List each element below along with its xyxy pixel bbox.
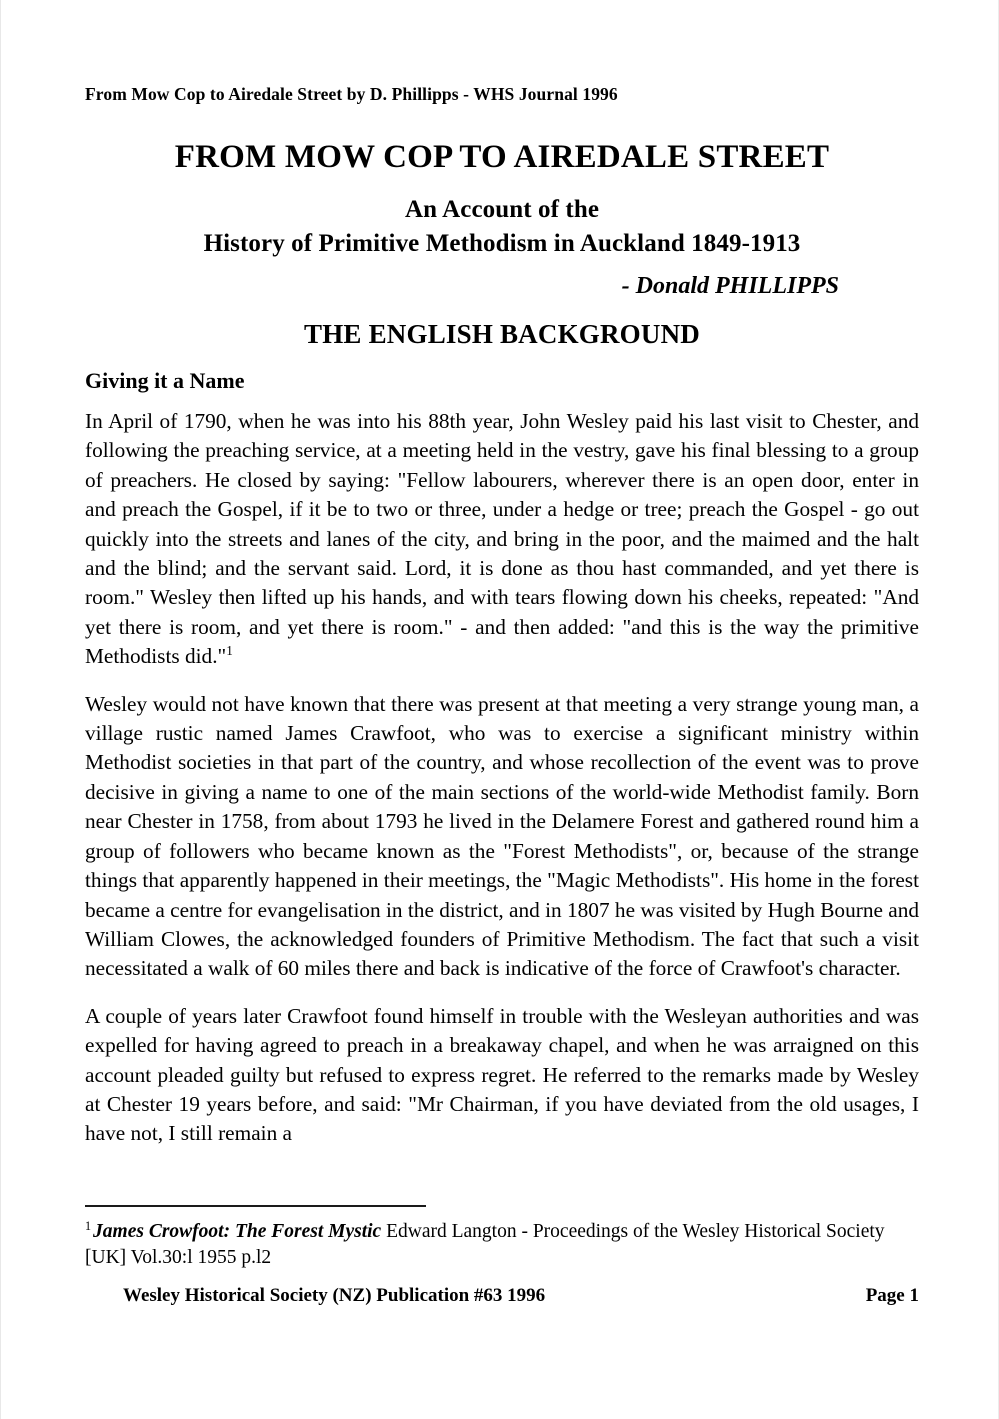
subtitle-line-1: An Account of the — [404, 195, 600, 223]
footnote-number: 1 — [85, 1218, 92, 1233]
body-paragraph-3: A couple of years later Crawfoot found himself in trouble with the Wesleyan authorities and was expelled for having agreed to preach in a breakaway chapel, and when he was arraigned on this account pleaded guilty but refused to express regret. He referred to the remarks made by Wesley at Chester 19 years before, and said: "Mr Chairman, if you have deviated from the old usages, I have not, I still remain a — [85, 1003, 919, 1146]
section-heading: THE ENGLISH BACKGROUND — [304, 319, 700, 349]
subtitle-group — [85, 193, 919, 261]
page-title: FROM MOW COP TO AIREDALE STREET — [174, 139, 830, 175]
footnote-citation-rest: Edward Langton - Proceedings of the Wesley Historical Society [UK] Vol.30:l 1955 p.l2 — [85, 1221, 885, 1268]
page-footer — [85, 1285, 919, 1308]
footer-publication-info: Wesley Historical Society (NZ) Publication #63 1996 — [123, 1285, 546, 1306]
body-text-column — [85, 407, 919, 1149]
footer-page-number: Page 1 — [865, 1285, 919, 1306]
running-header: From Mow Cop to Airedale Street by D. Phillipps - WHS Journal 1996 — [85, 84, 618, 104]
footnote-reference-marker[interactable]: 1 — [226, 643, 233, 659]
footnote-area — [85, 1205, 919, 1271]
author-byline: - Donald PHILLIPPS — [621, 272, 839, 299]
footnote-separator-rule — [85, 1205, 426, 1207]
title-block — [85, 138, 919, 302]
body-paragraph-2: Wesley would not have known that there was present at that meeting a very strange young man, a village rustic named James Crawfoot, who was to exercise a significant ministry within Methodist societies in that part of the country, and whose recollection of the event was to prove decisive in giving a name to one of the main sections of the world-wide Methodist family. Born near Chester in 1758, from about 1793 he lived in the Delamere Forest and gathered round him a group of followers who became known as the "Forest Methodists", or, because of the strange things that apparently happened in their meetings, the "Magic Methodists". His home in the forest became a centre for evangelisation in the district, and in 1807 he was visited by Hugh Bourne and William Clowes, the acknowledged founders of Primitive Methodism. The fact that such a visit necessitated a walk of 60 miles there and back is indicative of the force of Crawfoot's character. — [85, 691, 919, 981]
footnote-entry — [85, 1219, 919, 1271]
paragraph-1-text: In April of 1790, when he was into his 88th year, John Wesley paid his last visit to Chester, and following the preaching service, at a meeting held in the vestry, gave his final blessing to a group of preachers. He closed by saying: "Fellow labourers, wherever there is an open door, enter in and preach the Gospel, if it be to two or three, under a hedge or tree; preach the Gospel - go out quickly into the streets and lanes of the city, and bring in the poor, and the maimed and the halt and the blind; and the servant said. Lord, it is done as thou hast commanded, and yet there is room." Wesley then lifted up his hands, and with tears flowing down his cheeks, repeated: "And yet there is room, and yet there is room." - and then added: "and this is the way the primitive Methodists did." — [85, 409, 919, 669]
subtitle-line-2: History of Primitive Methodism in Auckland 1849-1913 — [203, 229, 801, 257]
body-paragraph-1 — [85, 407, 919, 672]
subsection-heading: Giving it a Name — [85, 368, 245, 393]
footnote-work-title: James Crowfoot: The Forest Mystic — [93, 1221, 382, 1242]
